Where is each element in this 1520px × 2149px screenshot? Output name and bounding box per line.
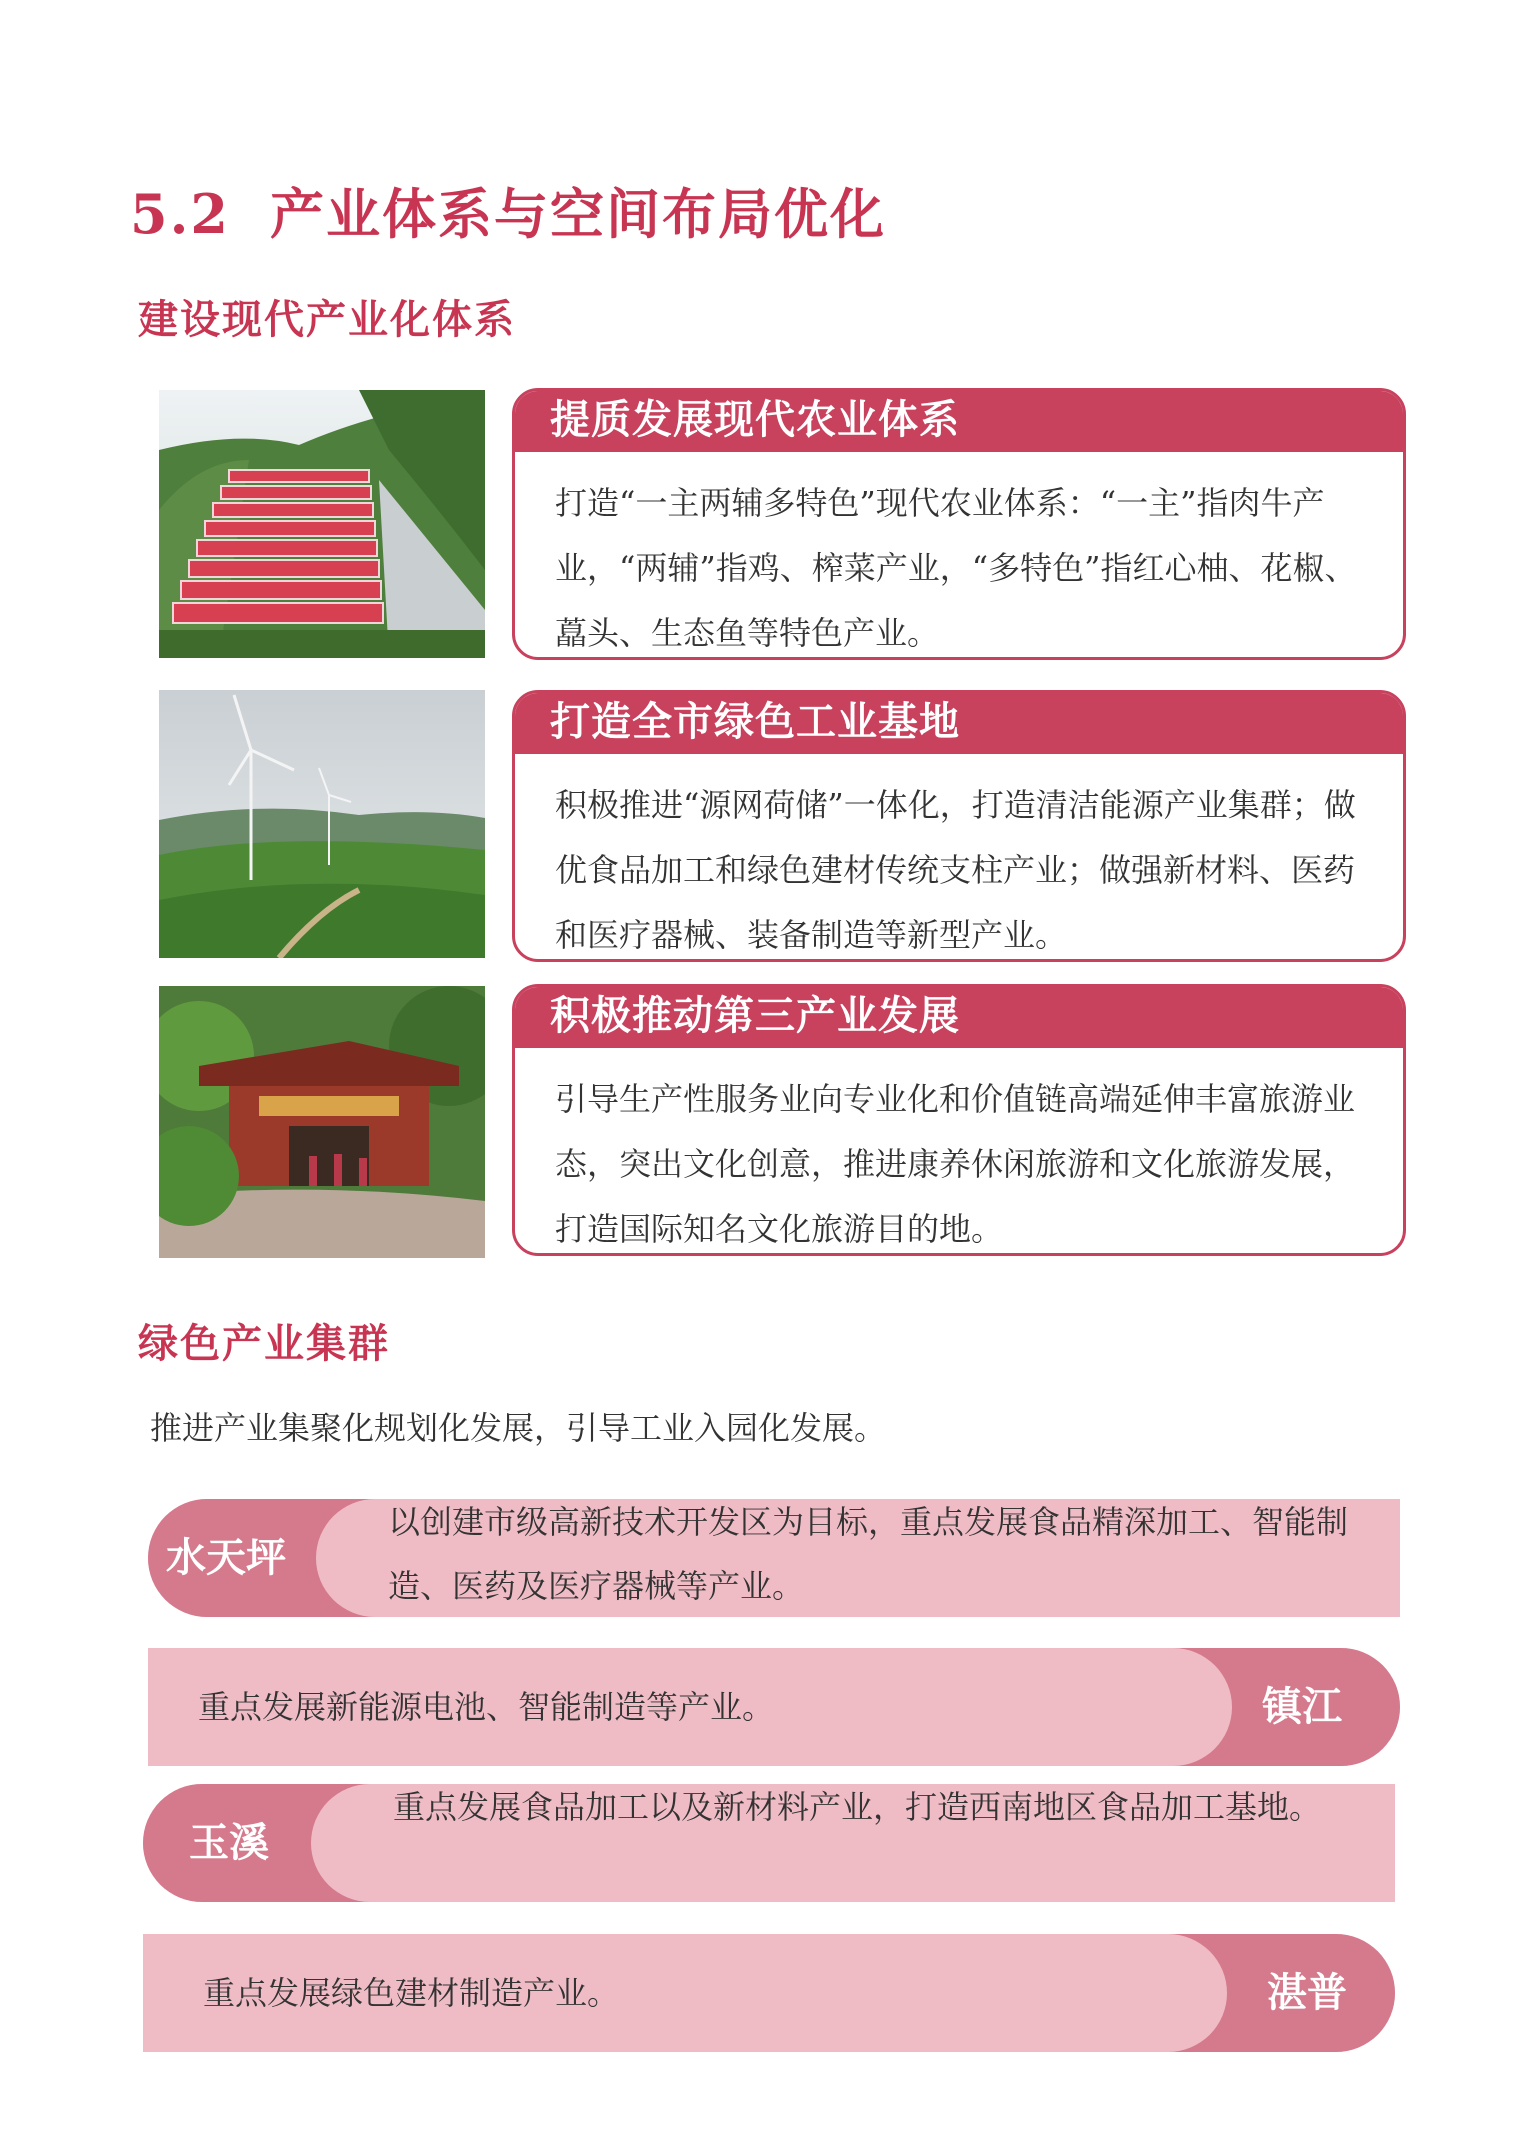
temple-gate-photo bbox=[159, 986, 485, 1258]
card-body: 打造“一主两辅多特色”现代农业体系：“一主”指肉牛产业，“两辅”指鸡、榨菜产业，“多特色”指红心柚、花椒、藠头、生态鱼等特色产业。 bbox=[555, 484, 1357, 652]
card-body: 引导生产性服务业向专业化和价值链高端延伸丰富旅游业态，突出文化创意，推进康养休闲旅游和文化旅游发展，打造国际知名文化旅游目的地。 bbox=[555, 1080, 1356, 1248]
farm-photo bbox=[159, 390, 485, 658]
zone-zhanpu bbox=[143, 1934, 1395, 2052]
zone-text: 重点发展食品加工以及新材料产业，打造西南地区食品加工基地。 bbox=[393, 1788, 1322, 1826]
card-title: 积极推动第三产业发展 bbox=[512, 984, 1406, 1048]
zone-shuitianping bbox=[148, 1499, 1400, 1617]
zone-text: 重点发展绿色建材制造产业。 bbox=[203, 1974, 620, 2012]
section-number: 5.2 bbox=[130, 182, 230, 246]
wind-turbine-photo bbox=[159, 690, 485, 958]
zone-name: 湛普 bbox=[1155, 1934, 1395, 2052]
card-title: 提质发展现代农业体系 bbox=[512, 388, 1406, 452]
section-title-text: 产业体系与空间布局优化 bbox=[269, 182, 886, 246]
zone-text: 以创建市级高新技术开发区为目标，重点发展食品精深加工、智能制造、医药及医疗器械等产业。 bbox=[388, 1503, 1349, 1605]
zone-zhenjiang bbox=[148, 1648, 1400, 1766]
subsection-title-green-clusters: 绿色产业集群 bbox=[138, 1320, 390, 1367]
feature-card-tertiary bbox=[512, 984, 1406, 1256]
card-body: 积极推进“源网荷储”一体化，打造清洁能源产业集群；做优食品加工和绿色建材传统支柱产业；做强新材料、医药和医疗器械、装备制造等新型产业。 bbox=[555, 786, 1356, 954]
zone-text: 重点发展新能源电池、智能制造等产业。 bbox=[198, 1688, 775, 1726]
feature-card-industry bbox=[512, 690, 1406, 962]
zone-name: 水天坪 bbox=[148, 1499, 388, 1617]
zone-yuxi bbox=[143, 1784, 1395, 1902]
feature-card-agriculture bbox=[512, 388, 1406, 660]
zone-name: 玉溪 bbox=[143, 1784, 383, 1902]
subsection-intro: 推进产业集聚化规划化发展，引导工业入园化发展。 bbox=[150, 1409, 887, 1447]
subsection-title: 建设现代产业化体系 bbox=[138, 296, 516, 343]
card-title: 打造全市绿色工业基地 bbox=[512, 690, 1406, 754]
zone-name: 镇江 bbox=[1160, 1648, 1400, 1766]
section-title bbox=[130, 172, 886, 249]
